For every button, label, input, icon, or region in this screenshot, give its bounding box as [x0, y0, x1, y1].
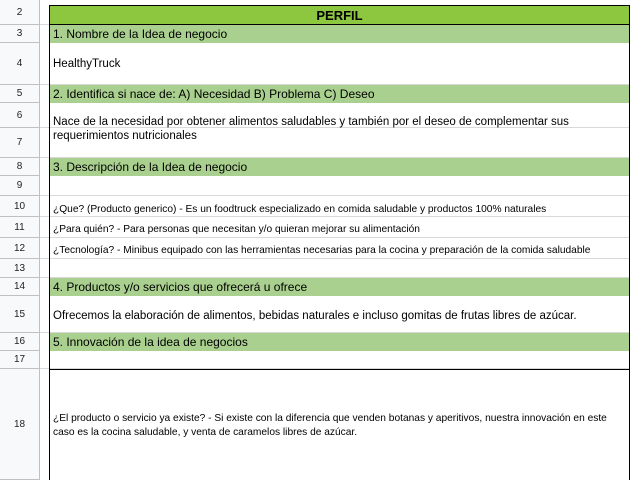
row-number: 10 [13, 200, 26, 212]
row-header-14[interactable] [0, 278, 40, 296]
row-number: 7 [16, 137, 23, 148]
section-4-header[interactable] [49, 278, 630, 296]
section-5-header[interactable] [49, 333, 630, 351]
block-divider [49, 369, 630, 370]
row-header-18[interactable] [0, 369, 40, 480]
section-4-label: 4. Productos y/o servicios que ofrecerá u ofrece [53, 280, 308, 294]
row-header-2[interactable] [0, 0, 40, 25]
grid-row [40, 259, 630, 278]
row-header-9[interactable] [0, 176, 40, 196]
row-header-11[interactable] [0, 217, 40, 238]
grid-row [40, 176, 630, 196]
productos-text: Ofrecemos la elaboración de alimentos, bebidas naturales e incluso gomitas de frutas libres de azúcar. [53, 310, 577, 322]
section-1-header[interactable] [49, 25, 630, 43]
grid-row [40, 351, 630, 369]
row-number: 9 [16, 180, 23, 191]
row-header-7[interactable] [0, 128, 40, 158]
para-quien-cell[interactable] [53, 223, 623, 237]
row-number: 6 [16, 109, 23, 121]
row-header-3[interactable] [0, 25, 40, 43]
tecnologia-cell[interactable] [53, 244, 623, 258]
row-number: 3 [16, 28, 23, 39]
innovacion-cell[interactable] [53, 412, 623, 440]
section-2-label: 2. Identifica si nace de: A) Necesidad B) Problema C) Deseo [53, 87, 375, 101]
row-header-13[interactable] [0, 259, 40, 278]
row-number: 13 [13, 262, 26, 274]
row-header-8[interactable] [0, 158, 40, 176]
tecnologia-text: ¿Tecnología? - Minibus equipado con las herramientas necesarias para la cocina y preparación de la comida saludable [53, 245, 591, 256]
origin-text: Nace de la necesidad por obtener alimentos saludables y también por el deseo de complementar sus requerimientos nutricionales [53, 116, 569, 142]
row-number: 11 [14, 221, 25, 233]
row-number: 14 [13, 281, 26, 292]
row-header-5[interactable] [0, 85, 40, 103]
perfil-title-cell[interactable] [49, 5, 630, 25]
para-quien-text: ¿Para quién? - Para personas que necesitan y/o quieran mejorar su alimentación [53, 224, 420, 235]
row-number: 2 [16, 6, 23, 18]
row-header-4[interactable] [0, 43, 40, 85]
section-3-header[interactable] [49, 158, 630, 176]
section-3-label: 3. Descripción de la Idea de negocio [53, 160, 248, 174]
row-header-6[interactable] [0, 103, 40, 128]
row-number: 8 [16, 161, 23, 172]
que-text: ¿Que? (Producto generico) - Es un foodtruck especializado en comida saludable y productos 100% naturales [53, 204, 547, 215]
productos-cell[interactable] [53, 309, 623, 323]
que-cell[interactable] [53, 203, 623, 217]
row-number: 12 [13, 242, 26, 254]
row-number: 18 [13, 418, 26, 430]
row-number: 17 [13, 354, 26, 365]
section-5-label: 5. Innovación de la idea de negocios [53, 335, 248, 349]
row-header-15[interactable] [0, 296, 40, 333]
section-1-label: 1. Nombre de la Idea de negocio [53, 27, 228, 41]
business-name-cell[interactable] [53, 57, 623, 71]
row-number: 4 [16, 58, 23, 69]
row-number: 16 [13, 336, 26, 347]
business-name: HealthyTruck [53, 58, 121, 70]
perfil-title: PERFIL [316, 7, 363, 23]
row-number: 15 [13, 308, 26, 320]
row-header-12[interactable] [0, 238, 40, 259]
origin-cell[interactable] [53, 115, 623, 143]
section-2-header[interactable] [49, 85, 630, 103]
row-header-17[interactable] [0, 351, 40, 369]
row-header-16[interactable] [0, 333, 40, 351]
row-header-10[interactable] [0, 196, 40, 217]
row-number: 5 [16, 88, 23, 99]
innovacion-text: ¿El producto o servicio ya existe? - Si existe con la diferencia que venden botanas y aperitivos, nuestra innovación en este caso es la cocina saludable, y venta de caramelos libres de azúcar. [53, 413, 607, 438]
